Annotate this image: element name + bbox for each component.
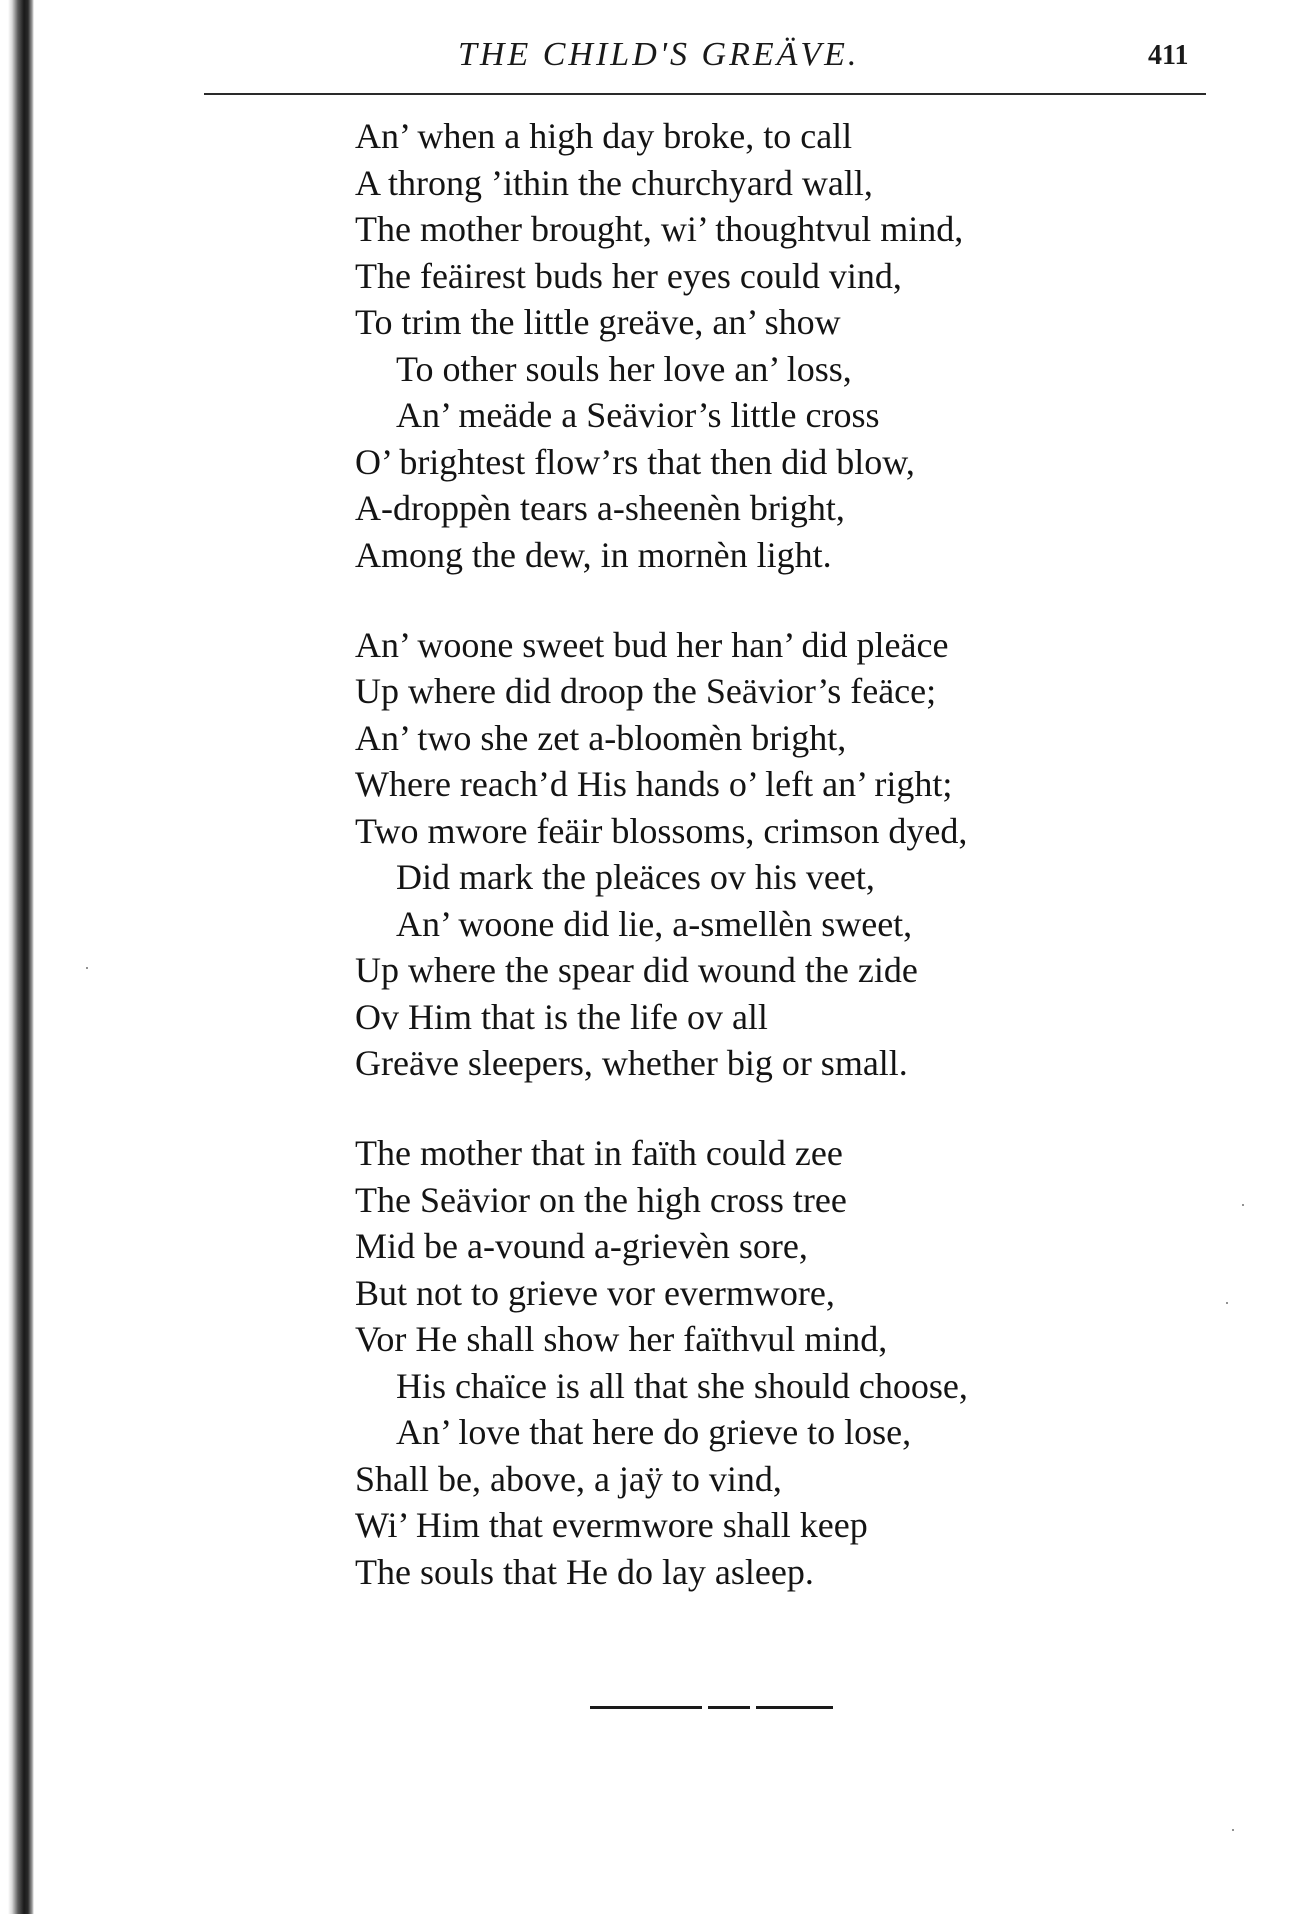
poem-line: His chaïce is all that she should choose,	[396, 1365, 968, 1406]
stanza	[355, 1130, 1115, 1595]
poem-line: But not to grieve vor evermwore,	[355, 1272, 835, 1313]
paper-speck	[86, 967, 88, 969]
poem-line: O’ brightest flow’rs that then did blow,	[355, 441, 915, 482]
poem-line: Among the dew, in mornèn light.	[355, 534, 832, 575]
paper-speck	[1226, 1302, 1228, 1304]
page-number: 411	[1148, 40, 1189, 71]
poem-line: A throng ’ithin the churchyard wall,	[355, 162, 873, 203]
end-ornament-rule	[590, 1706, 702, 1709]
poem-line: Greäve sleepers, whether big or small.	[355, 1043, 908, 1084]
poem-line: Shall be, above, a jaÿ to vind,	[355, 1458, 782, 1499]
header-rule	[204, 93, 1206, 95]
end-ornament-rule	[756, 1706, 833, 1709]
paper-speck	[1232, 1829, 1234, 1831]
end-ornament-rule	[708, 1706, 750, 1709]
stanza	[355, 622, 1115, 1087]
poem-line: To trim the little greäve, an’ show	[355, 302, 841, 342]
poem-line: Up where did droop the Seävior’s feäce;	[355, 671, 937, 712]
poem-line: Two mwore feäir blossoms, crimson dyed,	[355, 810, 968, 851]
poem-line: An’ woone did lie, a-smellèn sweet,	[396, 903, 913, 944]
poem-line: Mid be a-vound a-grievèn sore,	[355, 1226, 808, 1267]
poem-line: Vor He shall show her faïthvul mind,	[355, 1319, 888, 1360]
running-title: THE CHILD'S GREÄVE.	[458, 36, 860, 73]
poem-line: Where reach’d His hands o’ left an’ right;	[355, 764, 953, 805]
poem-body	[355, 113, 1115, 1639]
poem-line: An’ love that here do grieve to lose,	[396, 1412, 912, 1453]
paper-speck	[1242, 1204, 1244, 1206]
poem-line: An’ when a high day broke, to call	[355, 116, 853, 156]
poem-line: Wi’ Him that evermwore shall keep	[355, 1505, 868, 1546]
poem-line: The souls that He do lay asleep.	[355, 1551, 814, 1592]
poem-line: Ov Him that is the life ov all	[355, 996, 768, 1037]
poem-line: The Seävior on the high cross tree	[355, 1179, 847, 1220]
poem-line: An’ two she zet a-bloomèn bright,	[355, 717, 847, 758]
poem-line: An’ meäde a Seävior’s little cross	[396, 395, 880, 435]
poem-line: Did mark the pleäces ov his veet,	[396, 857, 875, 898]
poem-line: Up where the spear did wound the zide	[355, 950, 918, 991]
poem-line: To other souls her love an’ loss,	[396, 348, 852, 389]
poem-line: The feäirest buds her eyes could vind,	[355, 255, 902, 296]
stanza	[355, 113, 1115, 578]
poem-line: A-droppèn tears a-sheenèn bright,	[355, 488, 845, 528]
poem-line: The mother that in faïth could zee	[355, 1133, 843, 1174]
poem-line: The mother brought, wi’ thoughtvul mind,	[355, 209, 964, 249]
poem-line: An’ woone sweet bud her han’ did pleäce	[355, 624, 949, 665]
book-spine-shadow	[0, 0, 34, 1914]
